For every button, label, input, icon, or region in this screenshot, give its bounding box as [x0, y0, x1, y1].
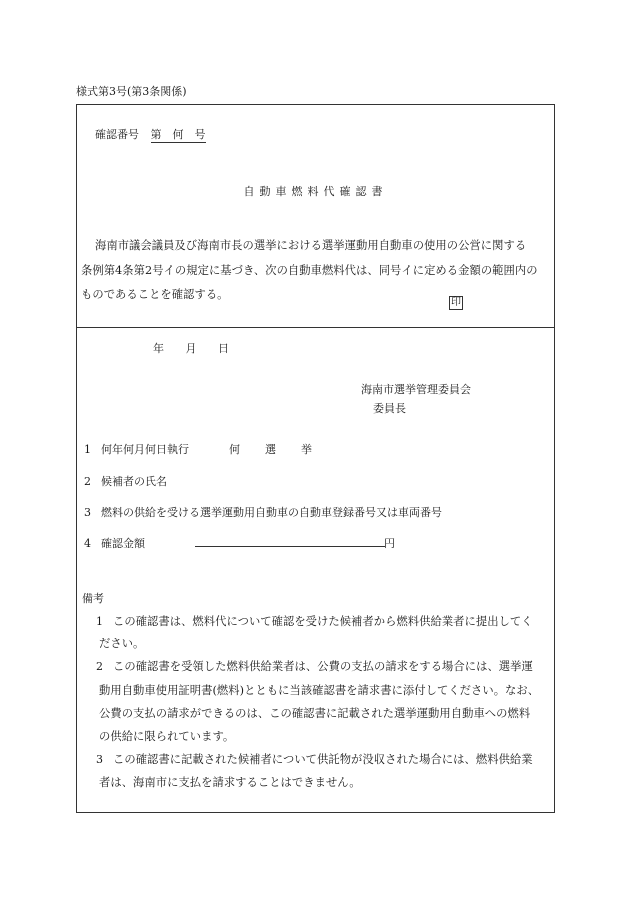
item-2-label: 候補者の氏名 — [101, 475, 167, 488]
note-2-line-3: 公費の支払の請求ができるのは、この確認書に記載された選挙運動用自動車への燃料 — [99, 707, 531, 720]
date-year-label: 年 — [153, 342, 164, 355]
note-1-line-2: ださい。 — [99, 637, 145, 650]
intro-line-2: 条例第4条第2号イの規定に基づき、次の自動車燃料代は、同号イに定める金額の範囲内の — [81, 264, 538, 277]
note-2-line-1: この確認書を受領した燃料供給業者は、公費の支払の請求をする場合には、選挙運 — [113, 660, 533, 673]
note-2-line-2: 動用自動車使用証明書(燃料)とともに当該確認書を請求書に添付してください。なお、 — [99, 684, 540, 697]
form-number-label: 様式第3号(第3条関係) — [76, 85, 187, 98]
issuer-role: 委員長 — [373, 402, 406, 415]
item-2-number: 2 — [84, 475, 91, 488]
note-3-line-2: 者は、海南市に支払を請求することはできません。 — [99, 776, 361, 789]
confirmation-number-label: 確認番号 — [95, 128, 139, 141]
item-1-word-2: 選 — [265, 443, 276, 456]
note-1-number: 1 — [96, 615, 103, 628]
intro-line-1: 海南市議会議員及び海南市長の選挙における選挙運動用自動車の使用の公営に関する — [95, 239, 527, 252]
item-1-label: 何年何月何日執行 — [101, 443, 189, 456]
date-row — [153, 343, 229, 354]
notes-heading: 備考 — [82, 592, 104, 605]
intro-line-3: ものであることを確認する。 — [81, 288, 229, 301]
amount-unit: 円 — [384, 537, 395, 550]
item-4-number: 4 — [84, 537, 91, 550]
date-day-label: 日 — [218, 342, 229, 355]
issuer-organization: 海南市選挙管理委員会 — [361, 383, 471, 396]
confirmation-header-section — [77, 105, 554, 328]
item-4-label: 確認金額 — [101, 537, 145, 550]
note-2-line-4: の供給に限られています。 — [99, 730, 235, 743]
note-3-line-1: この確認書に記載された候補者について供託物が没収された場合には、燃料供給業 — [113, 753, 533, 766]
confirmation-number-row — [95, 129, 206, 140]
item-1-word-3: 挙 — [301, 443, 312, 456]
note-2-number: 2 — [96, 660, 103, 673]
note-3-number: 3 — [96, 753, 103, 766]
amount-underline — [195, 546, 385, 547]
item-3-number: 3 — [84, 506, 91, 519]
document-title: 自動車燃料代確認書 — [243, 185, 388, 198]
date-month-label: 月 — [185, 342, 197, 355]
confirmation-number-value: 第 何 号 — [150, 128, 206, 141]
item-1-number: 1 — [84, 443, 91, 456]
note-1-line-1: この確認書は、燃料代について確認を受けた候補者から燃料供給業者に提出してく — [113, 615, 533, 628]
item-1-word-1: 何 — [229, 443, 240, 456]
item-3-label: 燃料の供給を受ける選挙運動用自動車の自動車登録番号又は車両番号 — [101, 506, 442, 519]
seal-mark: 印 — [451, 297, 461, 308]
